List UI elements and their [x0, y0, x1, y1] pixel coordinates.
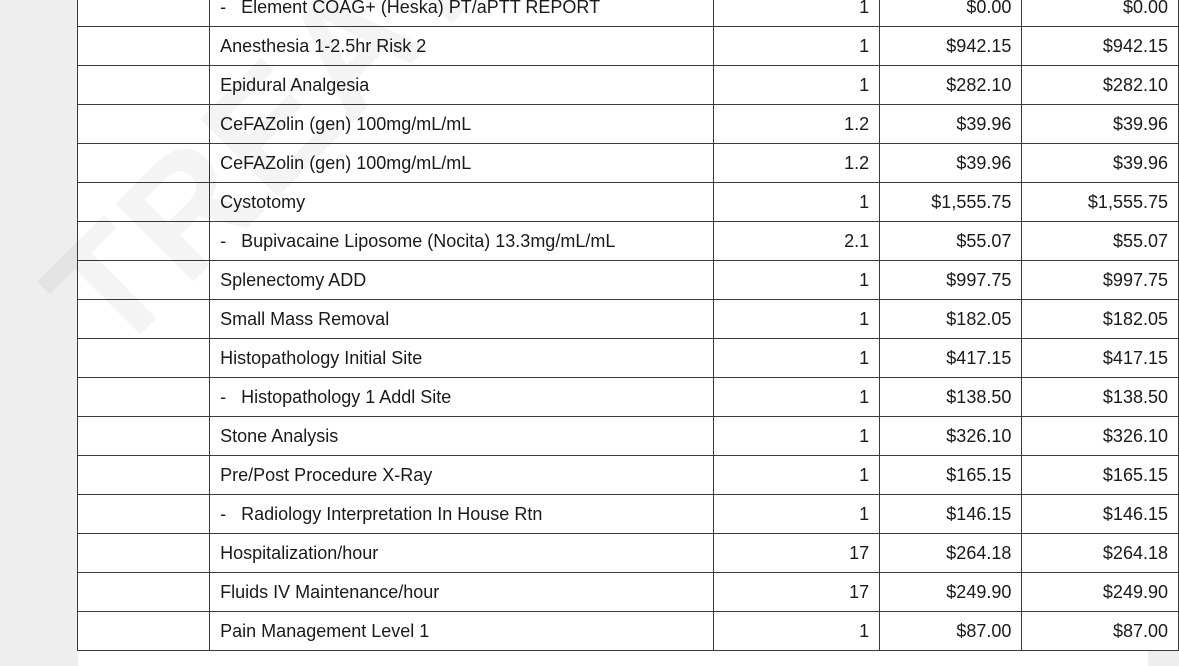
row-blank-cell [78, 0, 210, 27]
item-total: $0.00 [1022, 0, 1179, 27]
sub-item-dash: - [220, 0, 227, 17]
table-row [78, 456, 1179, 495]
item-total: $997.75 [1022, 261, 1179, 300]
item-unit-price: $417.15 [880, 339, 1022, 378]
item-quantity: 1 [714, 612, 880, 651]
item-total: $942.15 [1022, 27, 1179, 66]
item-description-cell [210, 534, 714, 573]
item-unit-price: $249.90 [880, 573, 1022, 612]
item-description: Histopathology Initial Site [220, 347, 423, 368]
row-blank-cell [78, 339, 210, 378]
item-description-cell [210, 183, 714, 222]
item-total: $39.96 [1022, 105, 1179, 144]
table-row [78, 27, 1179, 66]
item-description: Pre/Post Procedure X-Ray [220, 464, 433, 485]
item-quantity: 1 [714, 27, 880, 66]
item-description-cell [210, 0, 714, 27]
item-description: CeFAZolin (gen) 100mg/mL/mL [220, 113, 472, 134]
item-total: $249.90 [1022, 573, 1179, 612]
item-description-cell [210, 144, 714, 183]
table-row [78, 144, 1179, 183]
item-total: $55.07 [1022, 222, 1179, 261]
row-blank-cell [78, 495, 210, 534]
sub-item-dash: - [220, 230, 227, 251]
item-unit-price: $182.05 [880, 300, 1022, 339]
item-total: $39.96 [1022, 144, 1179, 183]
item-quantity: 2.1 [714, 222, 880, 261]
item-description: Fluids IV Maintenance/hour [220, 581, 440, 602]
item-total: $264.18 [1022, 534, 1179, 573]
table-row [78, 183, 1179, 222]
row-blank-cell [78, 612, 210, 651]
item-total: $138.50 [1022, 378, 1179, 417]
item-description: Bupivacaine Liposome (Nocita) 13.3mg/mL/mL [241, 230, 616, 251]
row-blank-cell [78, 300, 210, 339]
item-unit-price: $146.15 [880, 495, 1022, 534]
item-total: $87.00 [1022, 612, 1179, 651]
item-description: Element COAG+ (Heska) PT/aPTT REPORT [241, 0, 601, 17]
item-total: $146.15 [1022, 495, 1179, 534]
item-description: Pain Management Level 1 [220, 620, 430, 641]
item-description-cell [210, 27, 714, 66]
item-description: Radiology Interpretation In House Rtn [241, 503, 543, 524]
table-row [78, 300, 1179, 339]
item-quantity: 1 [714, 495, 880, 534]
item-description: Cystotomy [220, 191, 306, 212]
item-unit-price: $997.75 [880, 261, 1022, 300]
item-quantity: 1 [714, 456, 880, 495]
table-row [78, 378, 1179, 417]
row-blank-cell [78, 378, 210, 417]
item-quantity: 17 [714, 573, 880, 612]
item-quantity: 1.2 [714, 144, 880, 183]
item-total: $182.05 [1022, 300, 1179, 339]
item-description-cell [210, 222, 714, 261]
table-row [78, 495, 1179, 534]
row-blank-cell [78, 222, 210, 261]
line-items-table [77, 0, 1179, 651]
table-row [78, 534, 1179, 573]
item-unit-price: $282.10 [880, 66, 1022, 105]
item-description-cell [210, 66, 714, 105]
item-description-cell [210, 612, 714, 651]
item-description-cell [210, 378, 714, 417]
item-unit-price: $165.15 [880, 456, 1022, 495]
row-blank-cell [78, 573, 210, 612]
item-quantity: 1 [714, 183, 880, 222]
item-unit-price: $55.07 [880, 222, 1022, 261]
line-items-body [78, 0, 1179, 651]
table-row [78, 261, 1179, 300]
item-total: $417.15 [1022, 339, 1179, 378]
table-row [78, 417, 1179, 456]
row-blank-cell [78, 105, 210, 144]
item-description: Anesthesia 1-2.5hr Risk 2 [220, 35, 427, 56]
item-total: $282.10 [1022, 66, 1179, 105]
item-description: Epidural Analgesia [220, 74, 370, 95]
row-blank-cell [78, 456, 210, 495]
item-unit-price: $1,555.75 [880, 183, 1022, 222]
item-quantity: 1 [714, 0, 880, 27]
item-description-cell [210, 339, 714, 378]
row-blank-cell [78, 66, 210, 105]
item-description-cell [210, 495, 714, 534]
item-description-cell [210, 300, 714, 339]
item-total: $165.15 [1022, 456, 1179, 495]
item-description: Splenectomy ADD [220, 269, 367, 290]
item-quantity: 1 [714, 378, 880, 417]
item-description: Hospitalization/hour [220, 542, 379, 563]
item-description-cell [210, 573, 714, 612]
row-blank-cell [78, 534, 210, 573]
item-quantity: 1.2 [714, 105, 880, 144]
item-unit-price: $138.50 [880, 378, 1022, 417]
item-description: Histopathology 1 Addl Site [241, 386, 452, 407]
item-quantity: 1 [714, 300, 880, 339]
item-description: CeFAZolin (gen) 100mg/mL/mL [220, 152, 472, 173]
row-blank-cell [78, 27, 210, 66]
table-row [78, 105, 1179, 144]
table-row [78, 66, 1179, 105]
table-row [78, 339, 1179, 378]
item-quantity: 1 [714, 66, 880, 105]
item-unit-price: $942.15 [880, 27, 1022, 66]
item-unit-price: $326.10 [880, 417, 1022, 456]
table-row [78, 612, 1179, 651]
item-total: $1,555.75 [1022, 183, 1179, 222]
table-row [78, 222, 1179, 261]
item-description-cell [210, 105, 714, 144]
item-quantity: 17 [714, 534, 880, 573]
table-row [78, 0, 1179, 27]
row-blank-cell [78, 261, 210, 300]
sub-item-dash: - [220, 386, 227, 407]
page-margin-left [0, 0, 78, 666]
row-blank-cell [78, 183, 210, 222]
item-description-cell [210, 261, 714, 300]
sub-item-dash: - [220, 503, 227, 524]
item-quantity: 1 [714, 261, 880, 300]
item-description: Small Mass Removal [220, 308, 390, 329]
table-row [78, 573, 1179, 612]
item-description: Stone Analysis [220, 425, 339, 446]
item-quantity: 1 [714, 339, 880, 378]
item-unit-price: $39.96 [880, 144, 1022, 183]
item-unit-price: $39.96 [880, 105, 1022, 144]
item-description-cell [210, 417, 714, 456]
item-unit-price: $87.00 [880, 612, 1022, 651]
item-unit-price: $0.00 [880, 0, 1022, 27]
row-blank-cell [78, 417, 210, 456]
item-description-cell [210, 456, 714, 495]
item-total: $326.10 [1022, 417, 1179, 456]
item-quantity: 1 [714, 417, 880, 456]
item-unit-price: $264.18 [880, 534, 1022, 573]
row-blank-cell [78, 144, 210, 183]
